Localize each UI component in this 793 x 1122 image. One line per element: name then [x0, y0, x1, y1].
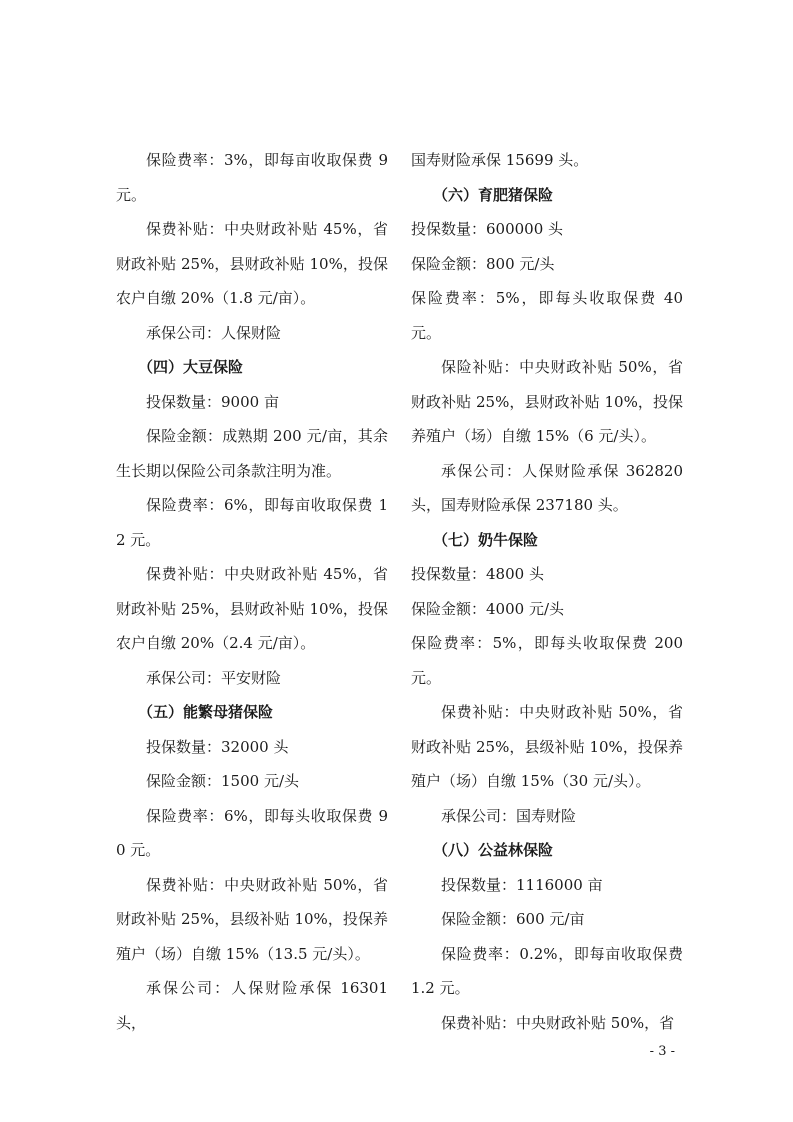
right-column — [411, 143, 683, 1040]
paragraph: 承保公司：人保财险 — [146, 323, 282, 342]
paragraph: 保险金额：成熟期 200 元/亩，其余生长期以保险公司条款注明为准。 — [116, 427, 388, 480]
paragraph: 保费补贴：中央财政补贴 45%，省财政补贴 25%，县财政补贴 10%，投保农户自缴 20%（1.8 元/亩）。 — [116, 220, 388, 307]
paragraph: 保险费率：6%，即每亩收取保费 12 元。 — [116, 496, 388, 549]
paragraph: 保费补贴：中央财政补贴 45%，省财政补贴 25%，县财政补贴 10%，投保农户自缴 20%（2.4 元/亩）。 — [116, 565, 388, 652]
paragraph: 保险费率：0.2%，即每亩收取保费 1.2 元。 — [411, 944, 683, 997]
paragraph: 保险费率：5%，即每头收取保费 40 元。 — [411, 289, 683, 342]
section-heading: （五）能繁母猪保险 — [138, 703, 274, 721]
paragraph: 保险金额：4000 元/头 — [411, 599, 564, 618]
paragraph: 保险金额：600 元/亩 — [441, 910, 585, 928]
paragraph: 承保公司：平安财险 — [146, 668, 282, 687]
paragraph: 投保数量：1116000 亩 — [441, 875, 603, 894]
paragraph: 国寿财险承保 15699 头。 — [411, 151, 589, 169]
left-column — [116, 143, 388, 1040]
paragraph: 承保公司：人保财险承保 362820 头，国寿财险承保 237180 头。 — [411, 461, 683, 514]
paragraph: 保险补贴：中央财政补贴 50%，省财政补贴 25%，县财政补贴 10%，投保养殖户（场）自缴 15%（6 元/头）。 — [411, 358, 683, 445]
page-number: - 3 - — [649, 1044, 675, 1059]
paragraph: 保费补贴：中央财政补贴 50%，省财政补贴 25%，县级补贴 10%，投保养殖户（场）自缴 15%（30 元/头）。 — [411, 703, 683, 790]
paragraph: 保险金额：800 元/头 — [411, 254, 555, 273]
paragraph: 投保数量：32000 头 — [146, 737, 289, 756]
section-heading: （四）大豆保险 — [138, 358, 244, 376]
paragraph: 保险费率：5%，即每头收取保费 200 元。 — [411, 634, 683, 687]
paragraph: 保费补贴：中央财政补贴 50%，省财政补贴 25%，县级补贴 10%，投保养殖户（场）自缴 15%（13.5 元/头）。 — [116, 875, 388, 963]
paragraph: 保费补贴：中央财政补贴 50%，省 — [441, 1013, 675, 1032]
paragraph: 投保数量：9000 亩 — [146, 392, 279, 411]
paragraph: 承保公司：国寿财险 — [441, 806, 577, 825]
section-heading: （七）奶牛保险 — [433, 530, 539, 549]
paragraph: 保险金额：1500 元/头 — [146, 772, 299, 790]
paragraph: 承保公司：人保财险承保 16301 头， — [116, 979, 388, 1032]
paragraph: 投保数量：4800 头 — [411, 565, 544, 583]
section-heading: （八）公益林保险 — [433, 841, 554, 859]
section-heading: （六）育肥猪保险 — [433, 185, 554, 204]
paragraph: 保险费率：3%，即每亩收取保费 9 元。 — [116, 151, 388, 204]
paragraph: 保险费率：6%，即每头收取保费 90 元。 — [116, 806, 388, 859]
paragraph: 投保数量：600000 头 — [411, 220, 564, 238]
